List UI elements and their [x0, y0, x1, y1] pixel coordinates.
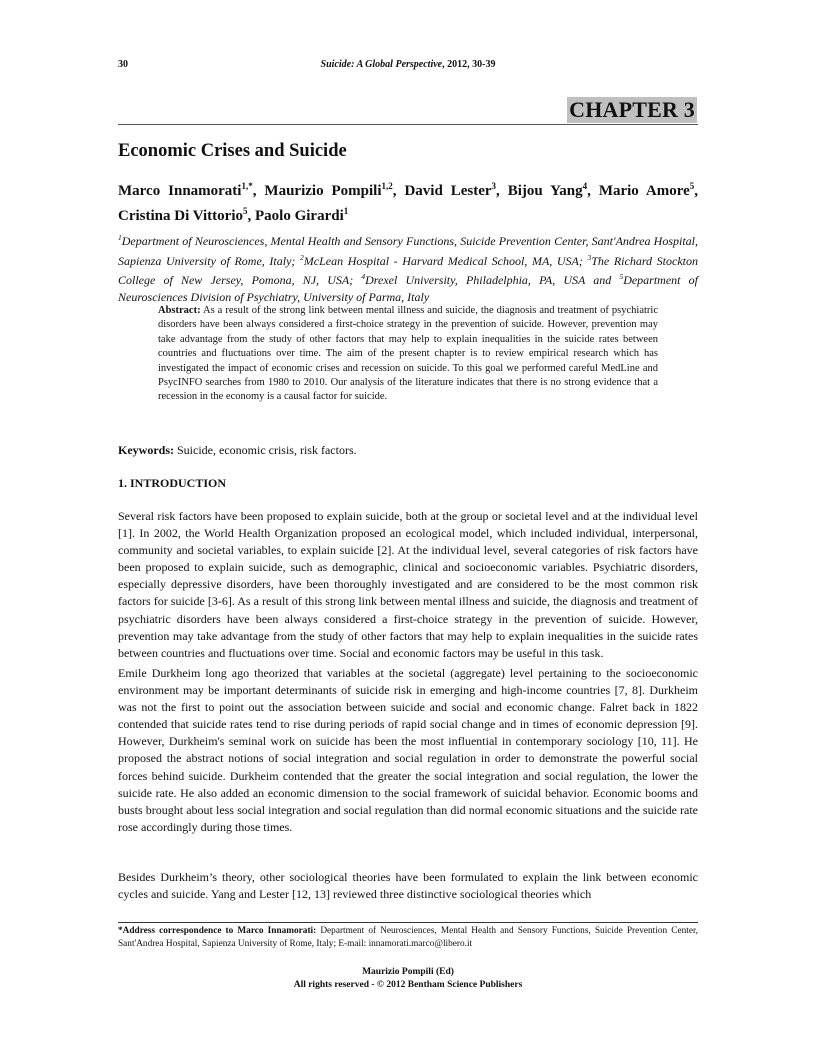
imprint — [118, 966, 698, 991]
body-paragraph: Besides Durkheim’s theory, other sociological theories have been formulated to explain the link between economic cycles and suicide. Yang and Lester [12, 13] reviewed three distinctive sociological theories which — [118, 870, 698, 902]
chapter-label: CHAPTER 3 — [569, 97, 695, 122]
footnote-text: Department of Neurosciences, Mental Health and Sensory Functions, Suicide Prevention Center, Sant'Andrea Hospital, Sapienza University of Rome, Italy; E-mail: innamorati.marco@libero.it — [118, 926, 698, 949]
copyright-line: All rights reserved - © 2012 Bentham Science Publishers — [293, 979, 523, 990]
chapter-title: Economic Crises and Suicide — [118, 141, 347, 161]
journal-citation — [118, 59, 698, 70]
affiliation: $^3$The Richard Stockton College of New Jersey, Pomona, NJ, USA; — [118, 252, 698, 287]
affiliation: $^1$Department of Neurosciences, Mental Health and Sensory Functions, Suicide Prevention Center, Sant'Andrea Hospital, Sapienza University of Rome, Italy; — [118, 233, 698, 268]
affiliations — [118, 230, 698, 305]
editor-line: Maurizio Pompili (Ed) — [362, 967, 454, 977]
body-paragraph: Emile Durkheim long ago theorized that variables at the societal (aggregate) level pertaining to the socioeconomic environment may be important determinants of suicide risk in emerging and high-income countries [7, 8]. Durkheim was not the first to point out the association between suicide and social and economic change. Falret back in 1822 contended that suicide rates tend to rise during periods of rapid social change and in times of economic depression [9]. However, Durkheim's seminal work on suicide has been the most influential in contemporary sociology [10, 11]. He proposed the abstract notions of social integration and social regulation in order to demonstrate the powerful social forces behind suicide. Durkheim contended that the greater the social integration and social regulation, the lower the suicide rate. He also added an economic dimension to the social framework of suicidal behavior. Economic booms and busts brought about less social integration and social regulation than did normal economic situations and the suicide rate rose accordingly during those times. — [118, 666, 698, 834]
body-paragraph: Several risk factors have been proposed to explain suicide, both at the group or societal level and at the individual level [1]. In 2002, the World Health Organization proposed an ecological model, which included individual, interpersonal, community and societal variables, to explain suicide [2]. At the individual level, several categories of risk factors have been proposed to explain suicide, such as demographic, clinical and socioeconomic variables. Psychiatric disorders, especially depressive disorders, have been thoroughly investigated and are considered to be the most common risk factors for suicide [3-6]. As a result of this strong link between mental illness and suicide, the diagnosis and treatment of psychiatric disorders have been always considered a first-choice strategy in the prevention of suicide. However, prevention may take advantage from the study of other factors that may help to explain inequalities in the suicide rates between countries and fluctuations over time. Social and economic factors may be useful in this task. — [118, 509, 698, 660]
abstract-label: Abstract: — [158, 305, 201, 316]
author: Mario Amore$^5$, — [598, 181, 699, 199]
journal-volume-pages: , 2012, 30-39 — [442, 59, 496, 70]
author: David Lester$^3$, — [404, 181, 508, 199]
author: Paolo Girardi$^1$ — [255, 206, 349, 224]
keywords-text: Suicide, economic crisis, risk factors. — [174, 443, 357, 457]
page-number: 30 — [118, 59, 128, 70]
author: Maurizio Pompili$^{1,2}$, — [264, 181, 405, 199]
author-list — [118, 176, 698, 226]
journal-title: Suicide: A Global Perspective — [320, 59, 443, 70]
keywords — [118, 443, 357, 458]
affiliation: $^5$Department of Neurosciences Division of Psychiatry, University of Parma, Italy — [118, 272, 698, 304]
correspondence-footnote — [118, 925, 698, 950]
affiliation: $^2$McLean Hospital - Harvard Medical School, MA, USA; — [300, 252, 588, 268]
affiliation: $^4$Drexel University, Philadelphia, PA, USA and — [361, 272, 620, 287]
section-heading: 1. INTRODUCTION — [118, 476, 227, 490]
author: Cristina Di Vittorio$^5$, — [118, 206, 255, 224]
author: Bijou Yang$^4$, — [507, 181, 599, 199]
keywords-label: Keywords: — [118, 443, 174, 457]
footnote-divider — [118, 922, 698, 923]
abstract — [158, 304, 658, 405]
author: Marco Innamorati$^{1,*}$, — [118, 181, 265, 199]
header-divider — [118, 124, 698, 125]
footnote-label: *Address correspondence to Marco Innamorati: — [118, 926, 317, 936]
abstract-text: As a result of the strong link between mental illness and suicide, the diagnosis and treatment of psychiatric disorders have been always considered a first-choice strategy in the prevention of suicide. However, prevention may take advantage from the study of other factors that may help to explain inequalities in the suicide rates between countries and fluctuations over time. The aim of the present chapter is to review empirical research which has investigated the impact of economic crises and recession on suicide. To this goal we performed careful MedLine and PsycINFO searches from 1980 to 2010. Our analysis of the literature indicates that there is no strong evidence that a recession in the economy is a causal factor for suicide. — [158, 305, 658, 403]
